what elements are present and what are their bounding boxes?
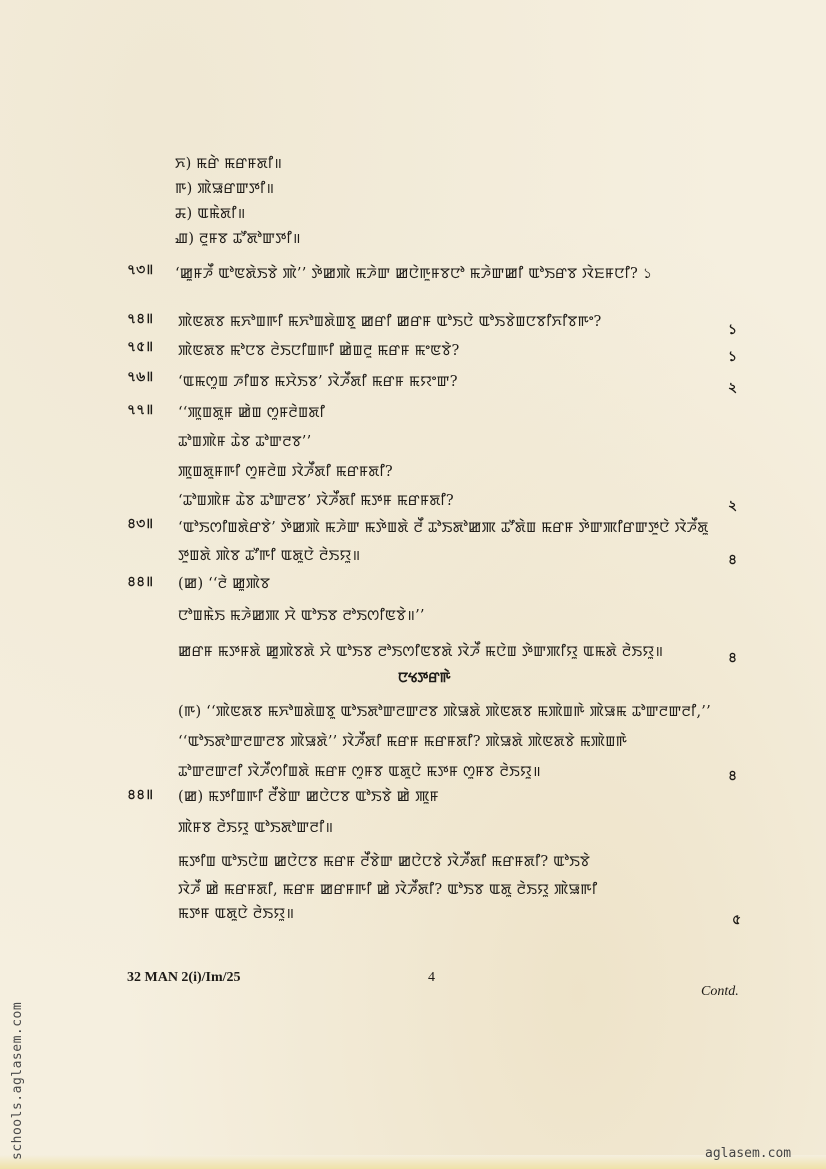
question-number: ৪৩॥ [127, 516, 154, 532]
option-kha: ꯈ) ꯃꯔꯥ ꯃꯔꯝꯗꯤ॥ [175, 156, 283, 172]
question-line: ꯄꯨꯡꯗꯨꯝꯒꯤ ꯁꯨꯝꯂꯥꯡ ꯋꯥꯍꯩꯗꯤ ꯃꯔꯝꯗꯤ? [178, 464, 393, 480]
question-line: ꯊꯣꯛꯂꯛꯂꯤ ꯋꯥꯍꯩꯁꯤꯡꯗꯥ ꯃꯔꯝ ꯁꯨꯝꯕ ꯑꯗꯨꯅꯥ ꯃꯇꯝ ꯁꯨꯝꯕ ꯂꯥꯏꯌꯨ॥ [178, 764, 541, 780]
corner-watermark: aglasem.com [705, 1146, 792, 1161]
question-line: (ꯀ) ꯃꯇꯤꯡꯒꯤ ꯂꯩꯕꯥꯛ ꯀꯅꯥꯅꯕ ꯑꯣꯏꯕꯥ ꯀꯥ ꯄꯨꯝ [178, 789, 439, 805]
question-line: ꯄꯥꯝꯕ ꯂꯥꯏꯌꯨ ꯑꯣꯏꯗꯣꯛꯂꯤ॥ [178, 820, 334, 836]
marks: ১ [728, 349, 738, 365]
question-line: ꯇꯨꯡꯗꯥ ꯄꯥꯕ ꯊꯧꯒꯤ ꯑꯗꯨꯅꯥ ꯂꯥꯏꯌꯨ॥ [178, 548, 361, 564]
question-number: ৭৬॥ [127, 369, 154, 385]
page-number: 4 [428, 970, 435, 985]
side-watermark: schools.aglasem.com [10, 1001, 25, 1160]
continued-label: Contd. [701, 984, 739, 999]
question-number: ৭৩॥ [127, 262, 154, 278]
paper-code: 32 MAN 2(i)/Im/25 [127, 970, 241, 985]
option-nga: ꯉ) ꯂꯨꯝꯕ ꯊꯧꯗꯣꯛꯇꯤ॥ [175, 231, 301, 247]
question-text: ‘ꯑꯃꯁꯨꯡ ꯍꯤꯡꯕ ꯃꯆꯥꯏꯕ’ ꯋꯥꯍꯩꯗꯤ ꯃꯔꯝ ꯃꯌꯦꯛ? [178, 374, 458, 390]
option-ga: ꯒ) ꯄꯥꯎꯔꯛꯇꯤ॥ [175, 181, 275, 197]
question-line: ‘ꯑꯣꯏꯁꯤꯡꯗꯥꯔꯕꯥ’ ꯇꯥꯀꯄꯥ ꯃꯍꯥꯛ ꯃꯇꯥꯡꯗꯥ ꯂꯩ ꯊꯣꯏꯗꯣꯀꯄ ꯊꯧꯗꯥꯡ ꯃꯔꯝ ꯇꯥꯛꯄꯤꯔꯛꯇꯨꯅꯥ ꯋꯥꯍꯩꯗꯨ [178, 520, 709, 536]
question-number: ৪৪॥ [127, 574, 154, 590]
question-number: ৭৫॥ [127, 339, 154, 355]
question-number: ৪৪॥ [127, 787, 154, 803]
question-line: ꯅꯣꯡꯃꯥꯏ ꯃꯍꯥꯀꯄ ꯆꯥ ꯑꯣꯏꯕ ꯂꯣꯏꯁꯤꯟꯕꯥ॥’’ [178, 608, 425, 624]
question-line: ꯃꯇꯝ ꯑꯗꯨꯅꯥ ꯂꯥꯏꯌꯨ॥ [178, 906, 295, 922]
question-line: ꯋꯥꯍꯩ ꯀꯥ ꯃꯔꯝꯗꯤ, ꯃꯔꯝ ꯀꯔꯝꯒꯤ ꯀꯥ ꯋꯥꯍꯩꯗꯤ? ꯑꯣꯏꯕ ꯑꯗꯨ ꯂꯥꯏꯌꯨ ꯄꯥꯎꯒꯤ [178, 882, 598, 898]
option-gha: ꯘ) ꯑꯃꯥꯗꯤ॥ [175, 206, 246, 222]
question-text: ꯄꯥꯟꯗꯕ ꯃꯈꯣꯡꯒꯤ ꯃꯈꯣꯡꯗꯥꯡꯕꯨ ꯀꯔꯤ ꯀꯔꯝ ꯑꯣꯏꯅꯥ ꯑꯣꯏꯕꯥꯡꯅꯕꯤꯈꯤꯕꯒꯦ? [178, 314, 602, 330]
question-line: (ꯀ) ‘‘ꯂꯥ ꯀꯨꯄꯥꯕ [178, 576, 271, 592]
page-edge [0, 1155, 826, 1169]
question-line: ꯃꯇꯤꯡ ꯑꯣꯏꯅꯥꯡ ꯀꯅꯥꯅꯕ ꯃꯔꯝ ꯂꯩꯕꯥꯛ ꯀꯅꯥꯅꯕꯥ ꯋꯥꯍꯩꯗꯤ ꯃꯔꯝꯗꯤ? ꯑꯣꯏꯕꯥ [178, 854, 591, 870]
marks: ২ [728, 380, 738, 396]
marks: ৪ [728, 650, 738, 666]
question-line: (ꯒ) ‘‘ꯄꯥꯟꯗꯕ ꯃꯈꯣꯡꯗꯥꯡꯕꯨ ꯑꯣꯏꯗꯣꯛꯂꯛꯂꯕ ꯄꯥꯎꯗꯥ ꯄꯥꯟꯗꯕ ꯃꯄꯥꯡꯒꯥ ꯄꯥꯎꯃ ꯊꯣꯛꯂꯛꯂꯤ,’’ [178, 704, 711, 720]
question-line: ‘ꯊꯣꯡꯄꯥꯝ ꯊꯥꯕ ꯊꯣꯛꯂꯕ’ ꯋꯥꯍꯩꯗꯤ ꯃꯇꯝ ꯃꯔꯝꯗꯤ? [178, 493, 454, 509]
marks: ৫ [732, 912, 742, 928]
question-line: ‘‘ꯄꯨꯡꯗꯨꯝ ꯀꯥꯡ ꯁꯨꯝꯂꯥꯡꯗꯤ [178, 405, 326, 421]
question-text: ‘ꯀꯨꯝꯍꯩ ꯑꯣꯟꯗꯥꯏꯕꯥ ꯄꯥ’’ ꯇꯥꯀꯄꯥ ꯃꯍꯥꯛ ꯀꯅꯥꯒꯨꯝꯕꯅꯣ ꯃꯍꯥꯛꯀꯤ ꯑꯣꯏꯔꯕ ꯋꯥꯐꯝꯅꯤ? ১ [175, 266, 653, 282]
question-line: ꯀꯔꯝ ꯃꯇꯝꯗꯥ ꯀꯨꯄꯥꯕꯗꯥ ꯆꯥ ꯑꯣꯏꯕ ꯂꯣꯏꯁꯤꯟꯕꯗꯥ ꯋꯥꯍꯩ ꯃꯅꯥꯡ ꯇꯥꯛꯄꯤꯌꯨ ꯑꯃꯗꯥ ꯂꯥꯏꯌꯨ॥ [178, 644, 664, 660]
question-line: ꯊꯣꯡꯄꯥꯝ ꯊꯥꯕ ꯊꯣꯛꯂꯕ’’ [178, 434, 312, 450]
question-text: ꯄꯥꯟꯗꯕ ꯃꯣꯅꯕ ꯂꯥꯏꯅꯤꯡꯒꯤ ꯀꯥꯡꯂꯨ ꯃꯔꯝ ꯃꯦꯟꯕꯥ? [178, 343, 460, 359]
marks: ১ [728, 322, 738, 338]
marks: ২ [728, 498, 738, 514]
question-line: ‘‘ꯑꯣꯏꯗꯣꯛꯂꯛꯂꯕ ꯄꯥꯎꯗꯥ’’ ꯋꯥꯍꯩꯗꯤ ꯃꯔꯝ ꯃꯔꯝꯗꯤ? ꯄꯥꯎꯗꯥ ꯄꯥꯟꯗꯕꯥ ꯃꯄꯥꯡꯒꯥ [178, 734, 628, 750]
marks: ৪ [728, 552, 738, 568]
or-heading: ꯅꯠꯇꯔꯒꯥ [398, 670, 451, 686]
question-number: ৭৪॥ [127, 311, 154, 327]
question-number: ৭৭॥ [127, 402, 154, 418]
marks: ৪ [728, 768, 738, 784]
